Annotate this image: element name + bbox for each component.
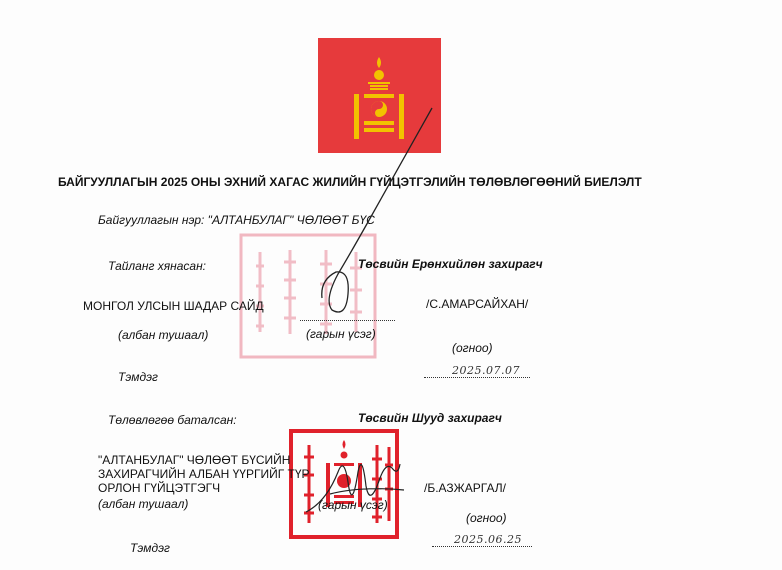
position-title-2-line1: "АЛТАНБУЛАГ" ЧӨЛӨӨТ БҮСИЙН	[98, 453, 291, 467]
signature-caption-1: (гарын үсэг)	[306, 327, 376, 341]
document-title: БАЙГУУЛЛАГЫН 2025 ОНЫ ЭХНИЙ ХАГАС ЖИЛИЙН ГҮЙЦЭТГЭЛИЙН ТӨЛӨВЛӨГӨӨНИЙ БИЕЛЭЛТ	[58, 175, 642, 189]
date-caption-2: (огноо)	[466, 511, 507, 525]
seal-label-2: Тэмдэг	[130, 541, 170, 555]
position-title-2-line2: ЗАХИРАГЧИЙН АЛБАН ҮҮРГИЙГ ТҮР	[98, 467, 310, 481]
report-reviewed-label: Тайланг хянасан:	[108, 259, 207, 273]
position-caption-1: (албан тушаал)	[118, 328, 209, 342]
direct-manager-label: Төсвийн Шууд захирагч	[358, 411, 502, 425]
budget-chief-label: Төсвийн Ерөнхийлөн захирагч	[358, 257, 543, 271]
date-caption-1: (огноо)	[452, 341, 493, 355]
organization-name: Байгууллагын нэр: "АЛТАНБУЛАГ" ЧӨЛӨӨТ БҮС	[98, 213, 375, 227]
date-value-2: 2025.06.25	[432, 533, 532, 547]
position-title-2-line3: ОРЛОН ГҮЙЦЭТГЭГЧ	[98, 481, 221, 495]
seal-label-1: Тэмдэг	[118, 370, 158, 384]
position-caption-2: (албан тушаал)	[98, 497, 189, 511]
handwritten-signature-2	[300, 442, 410, 522]
plan-approved-label: Төлөвлөгөө баталсан:	[108, 413, 237, 427]
signer-name-2: /Б.АЗЖАРГАЛ/	[424, 481, 506, 495]
signature-caption-2: (гарын үсэг)	[318, 498, 388, 512]
date-value-1: 2025.07.07	[424, 364, 530, 378]
handwritten-signature-1	[310, 104, 440, 324]
position-title-1: МОНГОЛ УЛСЫН ШАДАР САЙД	[83, 299, 264, 313]
signer-name-1: /С.АМАРСАЙХАН/	[426, 297, 529, 311]
